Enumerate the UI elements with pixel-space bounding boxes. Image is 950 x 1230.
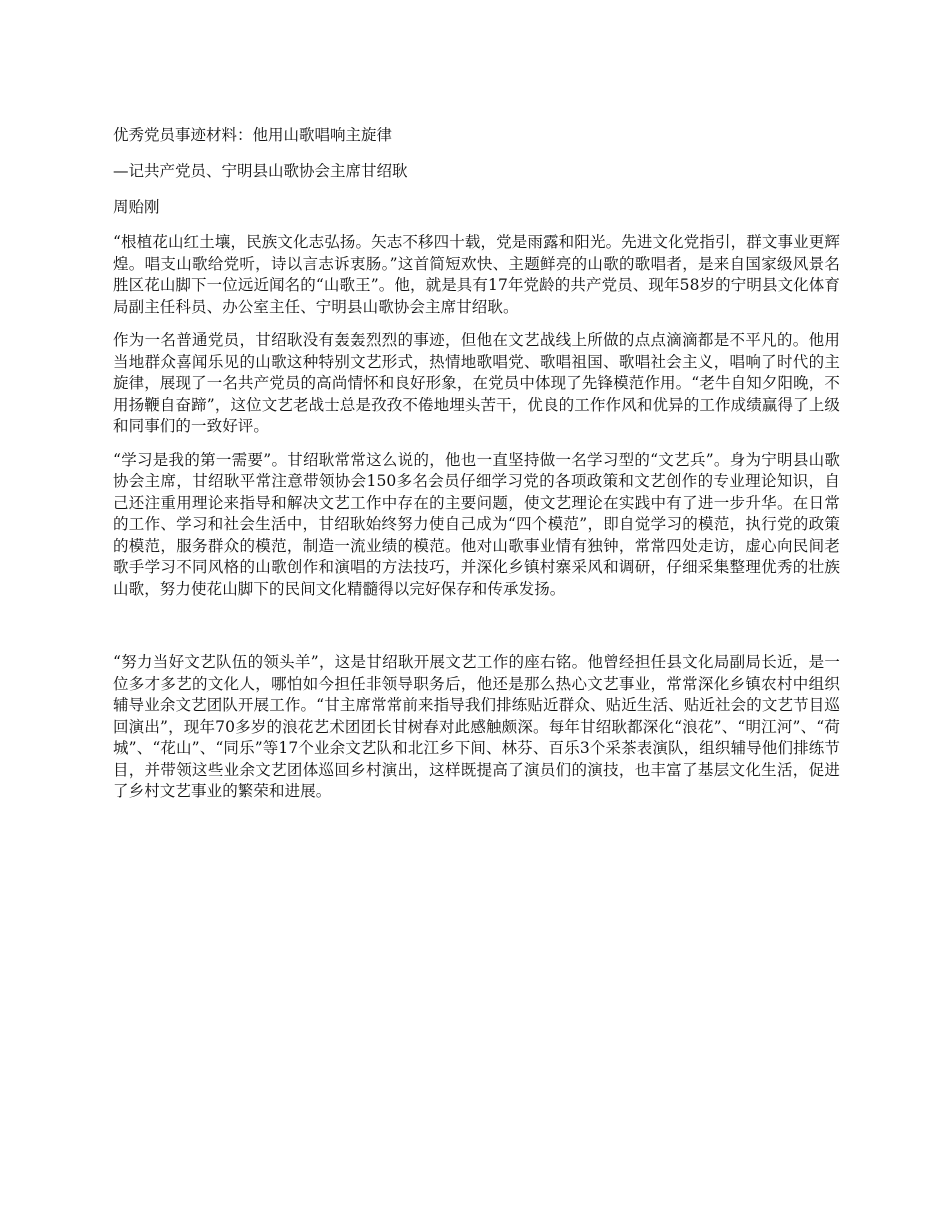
document-title: 优秀党员事迹材料：他用山歌唱响主旋律 xyxy=(113,126,393,144)
paragraph: “努力当好文艺队伍的领头羊”，这是甘绍耿开展文艺工作的座右铭。他曾经担任县文化局副局长近，是一位多才多艺的文化人，哪怕如今担任非领导职务后，他还是那么热心文艺事业，常常深化乡镇农村中组织辅导业余文艺团队开展工作。“甘主席常常前来指导我们排练贴近群众、贴近生活、贴近社会的文艺节目巡回演出”，现年70多岁的浪花艺术团团长甘树春对此感触颇深。每年甘绍耿都深化“浪花”、“明江河”、“荷城”、“花山”、“同乐”等17个业余文艺队和北江乡下间、林芬、百乐3个采茶表演队，组织辅导他们排练节目，并带领这些业余文艺团体巡回乡村演出，这样既提高了演员们的演技，也丰富了基层文化生活，促进了乡村文艺事业的繁荣和进展。 xyxy=(113,653,840,800)
document-author: 周贻刚 xyxy=(113,198,160,216)
paragraph: 作为一名普通党员，甘绍耿没有轰轰烈烈的事迹，但他在文艺战线上所做的点点滴滴都是不平凡的。他用当地群众喜闻乐见的山歌这种特别文艺形式，热情地歌唱党、歌唱祖国、歌唱社会主义，唱响了时代的主旋律，展现了一名共产党员的高尚情怀和良好形象，在党员中体现了先锋模范作用。“老牛自知夕阳晚，不用扬鞭自奋蹄”，这位文艺老战士总是孜孜不倦地埋头苦干，优良的工作作风和优异的工作成绩赢得了上级和同事们的一致好评。 xyxy=(113,331,840,435)
paragraph-spacer xyxy=(113,612,840,652)
paragraph: “学习是我的第一需要”。甘绍耿常常这么说的，他也一直坚持做一名学习型的“文艺兵”。身为宁明县山歌协会主席，甘绍耿平常注意带领协会150多名会员仔细学习党的各项政策和文艺创作的专业理论知识，自己还注重用理论来指导和解决文艺工作中存在的主要问题，使文艺理论在实践中有了进一步升华。在日常的工作、学习和社会生活中，甘绍耿始终努力使自己成为“四个模范”，即自觉学习的模范，执行党的政策的模范，服务群众的模范，制造一流业绩的模范。他对山歌事业情有独钟，常常四处走访，虚心向民间老歌手学习不同风格的山歌创作和演唱的方法技巧，并深化乡镇村寨采风和调研，仔细采集整理优秀的壮族山歌，努力使花山脚下的民间文化精髓得以完好保存和传承发扬。 xyxy=(113,450,840,598)
document-body xyxy=(113,124,840,815)
document-subtitle: —记共产党员、宁明县山歌协会主席甘绍耿 xyxy=(113,162,408,180)
paragraph: “根植花山红土壤，民族文化志弘扬。矢志不移四十载，党是雨露和阳光。先进文化党指引，群文事业更辉煌。唱支山歌给党听，诗以言志诉衷肠。”这首简短欢快、主题鲜亮的山歌的歌唱者，是来自国家级风景名胜区花山脚下一位远近闻名的“山歌王”。他，就是具有17年党龄的共产党员、现年58岁的宁明县文化体育局副主任科员、办公室主任、宁明县山歌协会主席甘绍耿。 xyxy=(113,233,840,316)
